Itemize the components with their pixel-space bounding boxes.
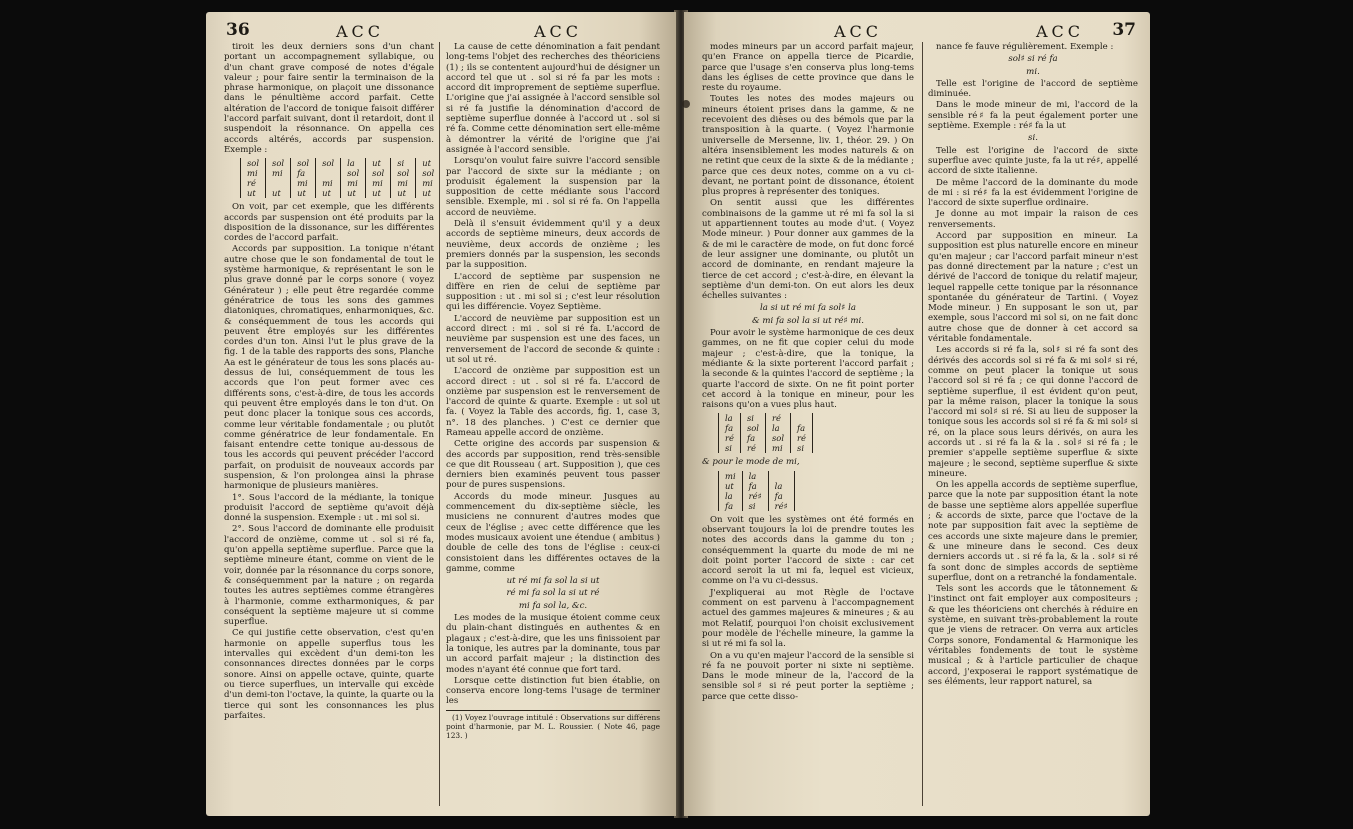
paragraph: Accord par supposition en mineur. La supposition est plus naturelle encore en mineur qu'en majeur ; car l'accord parfait mineur n'est pas donné directement par la nature ; c'est un dérivé de l'accord de tonique du relatif majeur, lequel rappelle cette tonique par la résonnance spontanée du générateur de Tartini. ( Voyez Mode mineur. ) En supposant le son ut, par exemple, sous l'accord mi sol si, on ne fait donc autre chose que de donner à cet accord sa véritable fondamentale. [928,231,1138,345]
note-cell: ré [740,443,765,453]
note-cell: sol [391,168,416,178]
note-cell: ut [366,158,391,168]
left-page-column-1 [224,42,434,808]
footnote: (1) Voyez l'ouvrage intitulé : Observations sur différens point d'harmonie, par M. L. Roussier. ( Note 46, page 123. ) [446,710,660,740]
note-cell: la [742,471,768,481]
scale-line: ré mi fa sol la si ut ré [506,588,600,599]
right-page-column-2 [928,42,1138,808]
note-cell [768,471,794,481]
scale-line: ut ré mi fa sol la si ut [506,576,600,587]
note-cell: si [742,501,768,511]
notation-table [240,158,434,198]
note-cell: mi [266,168,291,178]
note-cell: fa [768,491,794,501]
column-rule [439,42,440,806]
paragraph: Les modes de la musique étoient comme ceux du plain-chant distingués en authentes & en plagaux ; c'est-à-dire, que les uns finissoient par la tonique, les autres par la dominante, tous par un accord parfait majeur ; la distinction des modes n'ayant été connue que fort tard. [446,613,660,675]
right-page [684,12,1150,816]
note-cell: ut [291,188,316,198]
note-cell: ré [766,413,791,423]
scale-line: mi fa sol la, &c. [518,600,588,611]
paragraph: Accords par supposition. La tonique n'étant autre chose que le son fondamental de tout le système harmonique, & représentant le son le plus grave donné par le corps sonore ( voyez Générateur ) ; elle peut être regardée comme génératrice de tous les sons des gammes diatoniques, chromatiques, enharmoniques, &c. & conséquemment de tous les accords qui peuvent être employés sur les différentes cordes d'un ton. Ainsi l'ut le plus grave de la fig. 1 de la table des rapports des sons, Planche Aa est le générateur de tous les sons placés au-dessus de lui, conséquemment de tous les accords que l'on peut former avec ces différents sons, c'est-à-dire, de tous les accords qui peuvent être employés dans le ton d'ut. On peut donc placer la tonique sous ces accords, comme leur véritable fondamentale ; ou plutôt comme génératrice de leur fondamentale. En faisant entendre cette tonique au-dessous de tous les accords qui peuvent précéder l'accord parfait, on produisit de nouveaux accords par suspension, & l'on prolongea ainsi la phrase harmonique de plusieurs manières. [224,244,434,492]
note-cell: ut [266,188,291,198]
paragraph: On voit, par cet exemple, que les différents accords par suspension ont été produits par la disposition de la dissonance, sur les différentes cordes de l'accord parfait. [224,202,434,244]
note-cell: mi [766,443,791,453]
note-cell: sol [266,158,291,168]
paragraph: Lorsqu'on voulut faire suivre l'accord sensible par l'accord de sixte sur la médiante ; on produisit également la suspension par la supposition de cette médiante sous l'accord sensible. Exemple, mi . sol si ré fa. On l'appella accord de neuvième. [446,156,660,218]
ink-blot [682,100,690,108]
note-cell: si [719,443,741,453]
paragraph: nance fe fauve régulièrement. Exemple : [936,42,1114,52]
table-caption: & pour le mode de mi, [702,457,800,468]
scale-line: & mi fa sol la si ut ré♯ mi. [751,315,865,326]
note-cell: sol [766,433,791,443]
note-cell: ut [416,188,434,198]
right-page-header [684,20,1150,42]
paragraph: La cause de cette dénomination a fait pendant long-tems l'objet des recherches des théoriciens (1) ; ils se contentent aujourd'hui de désigner un accord tel que ut . sol si ré fa par les mots : accord dit improprement de septième superflue. L'origine que j'ai assignée à l'accord sensible sol si ré fa justifie la dénomination d'accord de septième superflue donnée à l'accord ut . sol si ré fa. Comme cette dénomination sert elle-même à démontrer la vérité de l'origine que j'ai assignée à l'accord sensible. [446,42,660,155]
music-example: mi. [1026,66,1040,77]
paragraph: Ce qui justifie cette observation, c'est qu'en harmonie on appelle superflus tous les intervalles qui excèdent d'un demi-ton les consonnances directes données par le corps sonore. Ainsi on appelle octave, quinte, quarte ou tierce superflues, un intervalle qui excède d'un demi-ton l'octave, la quinte, la quarte ou la tierce qui sont les consonnances les plus parfaites. [224,628,434,721]
note-cell: ut [416,158,434,168]
note-cell: ré♯ [768,501,794,511]
column-rule [922,42,923,806]
paragraph: L'accord de septième par suspension ne diffère en rien de celui de septième par supposition : ut . mi sol si ; c'est leur résolution qui les différencie. Voyez Septième. [446,271,660,313]
page-number: 36 [226,20,250,40]
music-example: si. [1028,133,1038,144]
scale-line: la si ut ré mi fa sol♯ la [760,303,856,314]
note-cell: ut [719,481,743,491]
running-head: ACC [534,22,583,41]
note-cell: mi [391,178,416,188]
page-number: 37 [1112,20,1136,40]
paragraph: Cette origine des accords par suspension & des accords par supposition, rend très-sensible ce que dit Rousseau ( art. Supposition ), que ces derniers bien examinés peuvent tous passer pour de pures suspensions. [446,439,660,491]
note-cell: ut [391,188,416,198]
note-cell: si [740,413,765,423]
note-cell: la [766,423,791,433]
running-head: ACC [336,22,385,41]
paragraph: Delà il s'ensuit évidemment qu'il y a deux accords de septième mineurs, deux accords de neuvième, deux accords de onzième ; les premiers donnés par la suspension, les seconds par la supposition. [446,219,660,271]
running-head: ACC [834,22,883,41]
paragraph: Dans le mode mineur de mi, l'accord de la sensible ré♯ fa la peut également porter une septième. Exemple : ré♯ fa la ut [928,100,1138,132]
note-cell: la [719,413,741,423]
note-cell: sol [316,158,341,168]
note-cell: sol [291,158,316,168]
note-cell: mi [291,178,316,188]
paragraph: Pour avoir le système harmonique de ces deux gammes, on ne fit que copier celui du mode majeur ; c'est-à-dire, que la tonique, la médiante & la sixte porterent l'accord parfait ; la seconde & la quintes l'accord de septième ; la quarte l'accord de sixte. On ne fit point porter cet accord à la tonique en mineur, pour les raisons qu'on a vues plus haut. [702,328,914,411]
notation-table [718,471,795,511]
note-cell: ré [241,178,266,188]
notation-table [718,413,813,453]
note-cell: sol [740,423,765,433]
paragraph: On voit que les systèmes ont été formés en observant toujours la loi de prendre toutes les notes des accords dans la gamme du ton ; conséquemment la quarte du mode de mi ne doit point porter l'accord de sixte : car cet accord seroit la ut mi fa, lequel est vicieux, comme on l'a vu ci-dessus. [702,514,914,587]
note-cell: ut [366,188,391,198]
note-cell: sol [341,168,366,178]
note-cell: fa [719,501,743,511]
note-cell: fa [742,481,768,491]
note-cell: ré [719,433,741,443]
note-cell: sol [416,168,434,178]
note-cell: la [768,481,794,491]
note-cell: fa [719,423,741,433]
paragraph: J'expliquerai au mot Règle de l'octave comment on est parvenu à l'accompagnement actuel des gammes majeures & mineures ; & au mot Relatif, pourquoi l'on choisit exclusivement pour modèle de l'échelle mineure, la gamme la si ut ré mi fa sol la. [702,587,914,650]
paragraph: Telle est l'origine de l'accord de sixte superflue avec quinte juste, fa la ut ré♯, appellé accord de sixte italienne. [928,145,1138,177]
note-cell: fa [291,168,316,178]
note-cell: la [341,158,366,168]
paragraph: tiroit les deux derniers sons d'un chant portant un accompagnement syllabique, ou d'un chant grave composé de notes d'égale valeur ; pour faire sentir la terminaison de la phrase harmonique, on plaçoit une dissonance dans le pénultième accord parfait. Cette altération de l'accord de tonique faisoit différer l'accord parfait suivant, dont il retardoit, dont il suspendoit la résonnance. On appella ces accords altérés, accords par suspension. Exemple : [224,42,434,155]
note-cell [316,168,341,178]
note-cell: ut [241,188,266,198]
left-page [206,12,676,816]
paragraph: Tels sont les accords que le tâtonnement & l'instinct ont fait employer aux compositeurs ; & que les théoriciens ont cherchés à réduire en système, en suivant très-probablement la route que je viens de retracer. On verra aux articles Corps sonore, Fondamental & Harmonique les véritables fondements de tout le système musical ; & à l'article particulier de chaque accord, j'exposerai le rapport systématique de ses éléments, leur rapport naturel, sa [928,584,1138,687]
paragraph: De même l'accord de la dominante du mode de mi : si ré♯ fa la est évidemment l'origine de l'accord de sixte superflue ordinaire. [928,177,1138,209]
paragraph: Les accords si ré fa la, sol♯ si ré fa sont des dérivés des accords sol si ré fa & mi sol♯ si ré, comme on peut placer la tonique ut sous l'accord sol si ré fa ; ce qui donne l'accord de septième superflue, il est évident qu'on peut, par la même raison, placer la tonique la sous l'accord mi sol♯ si ré. Si au lieu de supposer la tonique sous les accords sol si ré fa & mi sol♯ si ré, on la place sous leurs dérivés, on aura les accords ut . si ré fa la & la . sol♯ si ré fa ; le premier s'appelle septième superflue & sixte majeure ; le second, septième superflue & sixte mineure. [928,345,1138,479]
note-cell: sol [366,168,391,178]
note-cell: mi [366,178,391,188]
note-cell: ut [316,188,341,198]
paragraph: On a vu qu'en majeur l'accord de la sensible si ré fa ne pouvoit porter ni sixte ni septième. Dans le mode mineur de la, l'accord de la sensible sol♯ si ré peut porter la septième ; parce que cette disso- [702,650,914,702]
paragraph: Lorsque cette distinction fut bien établie, on conserva encore long-tems l'usage de terminer les [446,675,660,707]
music-example: sol♯ si ré fa [1008,54,1058,65]
note-cell: mi [719,471,743,481]
right-page-column-1 [702,42,914,808]
note-cell: mi [416,178,434,188]
note-cell: mi [316,178,341,188]
paragraph: L'accord de onzième par supposition est un accord direct : ut . sol si ré fa. L'accord de onzième par suspension est le renversement de l'accord de quinte & quarte. Exemple : ut sol ut fa. ( Voyez la Table des accords, fig. 1, case 3, n°. 18 des planches. ) C'est ce dernier que Rameau appelle accord de onzième. [446,366,660,438]
left-page-column-2 [446,42,660,808]
paragraph: 2°. Sous l'accord de dominante elle produisit l'accord de onzième, comme ut . sol si ré fa, qu'on appella septième superflue. Parce que la septième mineure étant, comme on vient de le voir, donnée par la résonnance du corps sonore, & conséquemment par la nature ; on regarda toutes les autres septièmes comme étrangères à l'harmonie, comme extharmoniques, & par conséquent la septième majeure ut si comme superflue. [224,524,434,628]
note-cell [791,413,813,423]
paragraph: On sentit aussi que les différentes combinaisons de la gamme ut ré mi fa sol la si ut appartiennent toutes au mode d'ut. ( Voyez Mode mineur. ) Pour donner aux gammes de la & de mi le caractère de mode, on fut donc forcé de leur assigner une dominante, ou plutôt un accord de dominante, en rendant majeure la tierce de cet accord ; c'est-à-dire, en élevant la septième d'un demi-ton. On eut alors les deux échelles suivantes : [702,198,914,302]
note-cell [266,178,291,188]
note-cell: si [791,443,813,453]
note-cell: ut [341,188,366,198]
note-cell: fa [740,433,765,443]
note-cell: mi [241,168,266,178]
paragraph: Accords du mode mineur. Jusques au commencement du dix-septième siècle, les musiciens ne connurent d'autres modes que ceux de l'église ; avec cette différence que les modes musicaux avoient une étendue ( ambitus ) double de celle des tons de l'église : ceux-ci consistoient dans les différentes octaves de la gamme, comme [446,491,660,574]
note-cell: ré♯ [742,491,768,501]
left-page-header [206,20,676,42]
paragraph: 1°. Sous l'accord de la médiante, la tonique produisit l'accord de septième qu'avoit déjà donné la suspension. Exemple : ut . mi sol si. [224,492,434,524]
paragraph: modes mineurs par un accord parfait majeur, qu'en France on appella tierce de Picardie, parce que l'usage s'en conserva plus long-tems dans les églises de cette province que dans le reste du royaume. [702,42,914,94]
note-cell: si [391,158,416,168]
paragraph: Je donne au mot impair la raison de ces renversements. [928,209,1138,230]
note-cell: ré [791,433,813,443]
note-cell: mi [341,178,366,188]
paragraph: On les appella accords de septième superflue, parce que la note par supposition étant la note de basse une septième alors appellée superflue ; & accords de sixte, parce que l'octave de la note par supposition fait avec la septième de ces accords une sixte majeure dans le premier, & une mineure dans le second. Ces deux derniers accords ut . si ré fa la, & la . sol♯ si ré fa sont donc de simples accords de septième superflue, dont on a retranché la fondamentale. [928,480,1138,583]
running-head: ACC [1036,22,1085,41]
paragraph: L'accord de neuvième par supposition est un accord direct : mi . sol si ré fa. L'accord de neuvième par suspension est une des faces, un renversement de l'accord de seconde & quinte : ut sol ut ré. [446,313,660,365]
paragraph: Toutes les notes des modes majeurs ou mineurs étoient prises dans la gamme, & ne recevoient des dièses ou des bémols que par la transposition à la quarte. ( Voyez l'harmonie universelle de Mersenne, liv. 1, théor. 29. ) On altéra insensiblement les modes naturels & on ne retint que ceux de la sixte & de la médiante ; parce que ces deux notes, comme on a vu ci-devant, ne portant point de dissonance, étoient plus propres à représenter des toniques. [702,94,914,198]
paragraph: Telle est l'origine de l'accord de septième diminuée. [928,78,1138,100]
note-cell: sol [241,158,266,168]
note-cell: fa [791,423,813,433]
note-cell: la [719,491,743,501]
